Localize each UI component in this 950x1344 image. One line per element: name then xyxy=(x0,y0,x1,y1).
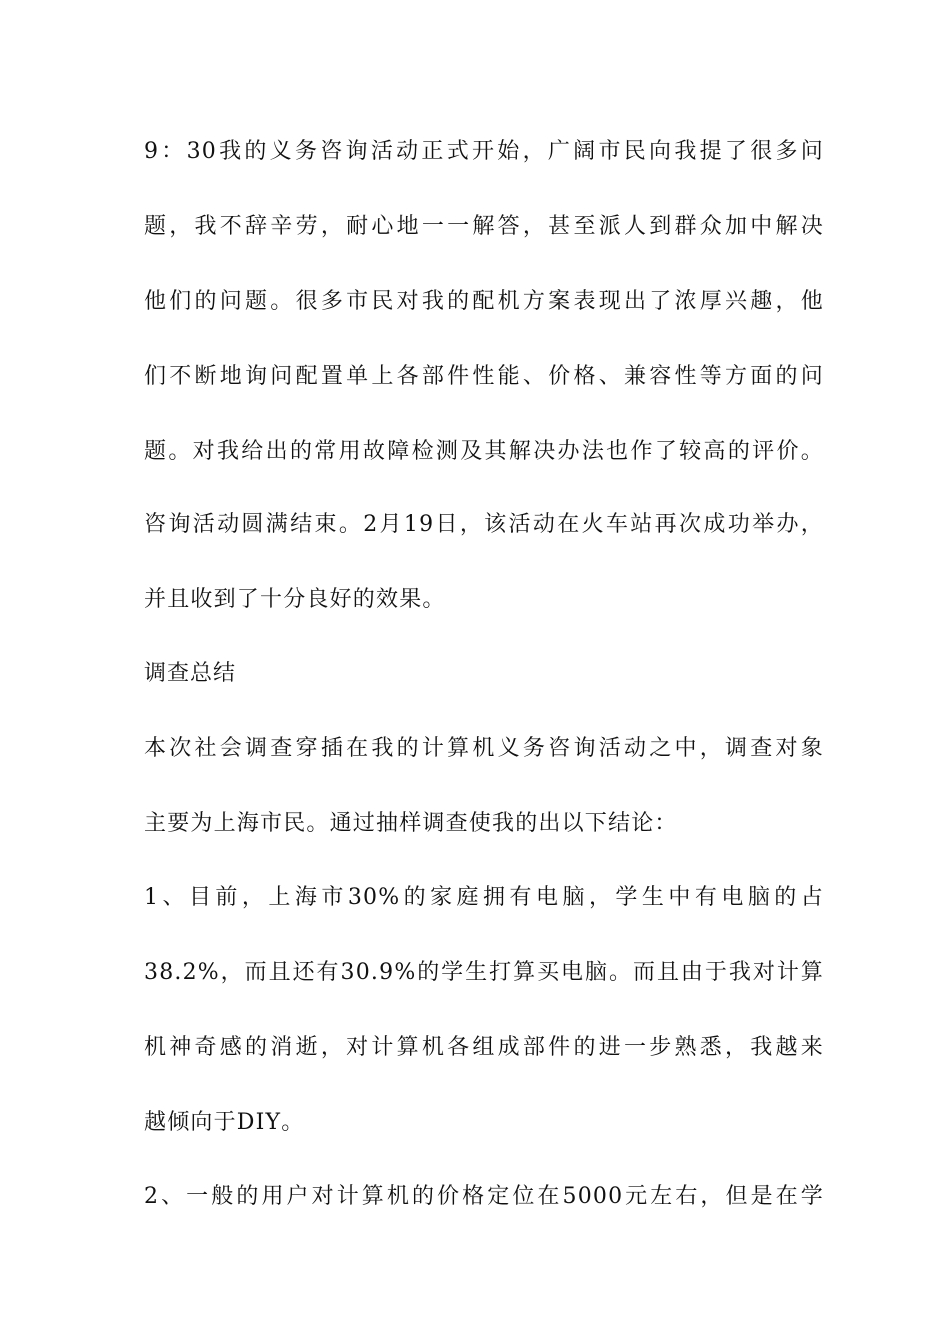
paragraph-line: 并且收到了十分良好的效果。 xyxy=(144,587,446,612)
list-item-line: 2、一般的用户对计算机的价格定位在5000元左右，但是在学 xyxy=(144,1184,824,1209)
list-item-line: 越倾向于DIY。 xyxy=(144,1110,305,1135)
paragraph-line: 们不断地询问配置单上各部件性能、价格、兼容性等方面的问 xyxy=(144,364,824,389)
paragraph-line: 9：30我的义务咨询活动正式开始，广阔市民向我提了很多问 xyxy=(144,139,824,164)
paragraph-line: 主要为上海市民。通过抽样调查使我的出以下结论： xyxy=(144,811,678,836)
list-item-line: 38.2%，而且还有30.9%的学生打算买电脑。而且由于我对计算 xyxy=(144,960,824,985)
paragraph-line: 题。对我给出的常用故障检测及其解决办法也作了较高的评价。 xyxy=(144,439,824,464)
paragraph-line: 本次社会调查穿插在我的计算机义务咨询活动之中，调查对象 xyxy=(144,736,824,761)
section-heading: 调查总结 xyxy=(144,661,237,686)
list-item-line: 1、目前，上海市30%的家庭拥有电脑，学生中有电脑的占 xyxy=(144,885,824,910)
paragraph-line: 题，我不辞辛劳，耐心地一一解答，甚至派人到群众加中解决 xyxy=(144,214,824,239)
paragraph-line: 咨询活动圆满结束。2月19日，该活动在火车站再次成功举办， xyxy=(144,512,824,537)
paragraph-line: 他们的问题。很多市民对我的配机方案表现出了浓厚兴趣，他 xyxy=(144,289,824,314)
list-item-line: 机神奇感的消逝，对计算机各组成部件的进一步熟悉，我越来 xyxy=(144,1035,824,1060)
